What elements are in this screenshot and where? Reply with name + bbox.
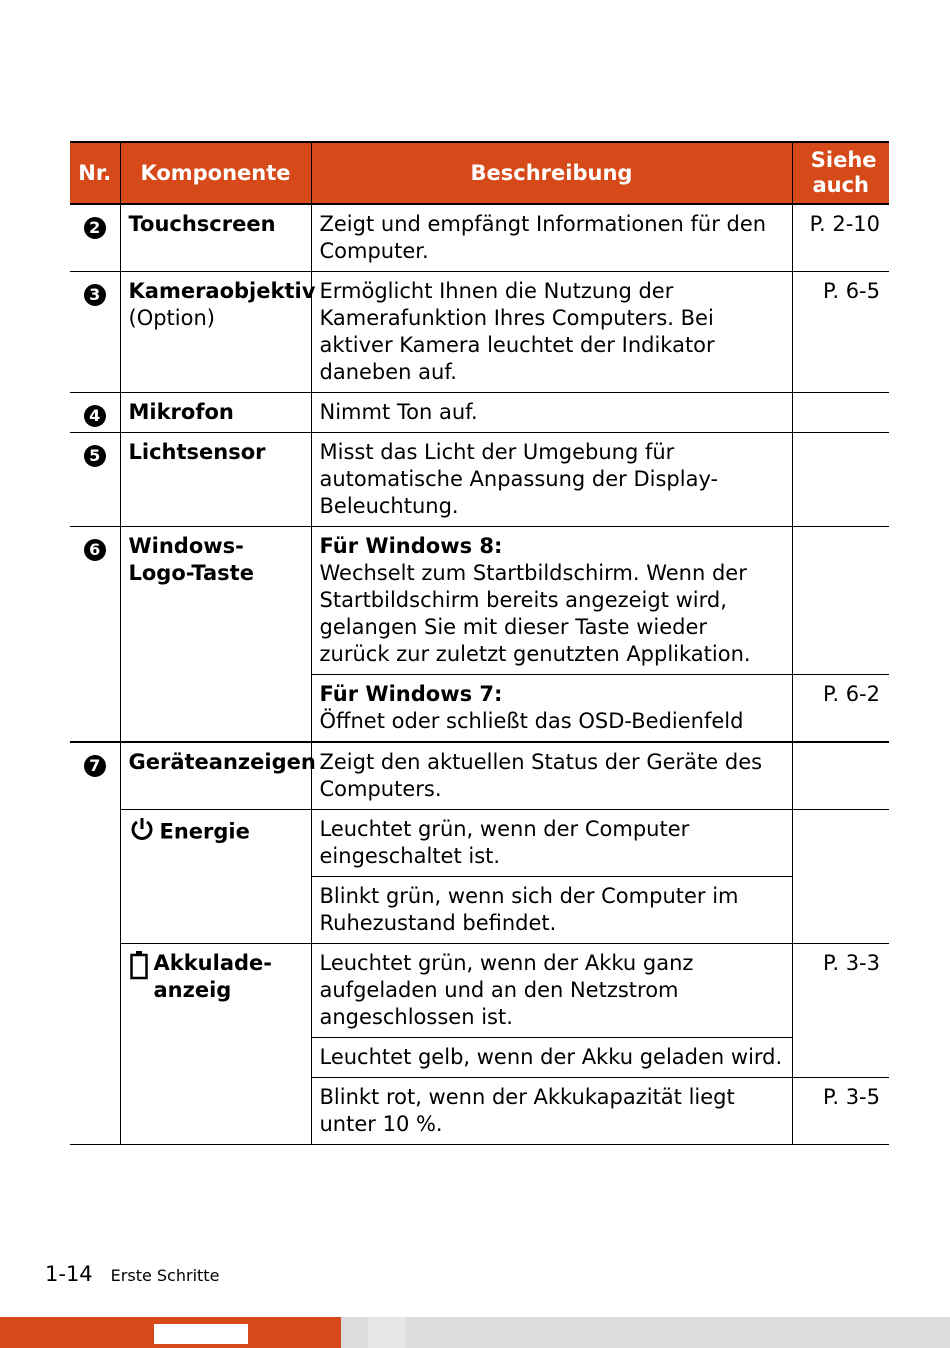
- number-badge: 5: [84, 445, 106, 467]
- subcomponent-akku: [120, 944, 311, 1145]
- row-number-cell: [70, 742, 120, 1145]
- row-number-cell: [70, 433, 120, 527]
- description-title: Für Windows 7:: [319, 682, 503, 706]
- component-description: Blinkt grün, wenn sich der Computer im Ruhezustand befindet.: [311, 877, 792, 944]
- table-row: [70, 272, 889, 393]
- component-name: Touchscreen: [120, 204, 311, 272]
- component-description: Misst das Licht der Umgebung für automatische Anpassung der Display-Beleuchtung.: [311, 433, 792, 527]
- component-name: Windows-Logo-Taste: [120, 527, 311, 743]
- page-footer: [45, 1262, 219, 1286]
- page-reference: P. 3-3: [792, 944, 889, 1078]
- page-reference: [792, 433, 889, 527]
- component-description: [311, 527, 792, 675]
- header-beschreibung: Beschreibung: [311, 142, 792, 204]
- row-number-cell: [70, 393, 120, 433]
- number-badge: 4: [84, 405, 106, 427]
- subcomponent-energie: [120, 810, 311, 944]
- component-description: Leuchtet gelb, wenn der Akku geladen wird.: [311, 1038, 792, 1078]
- description-text: Öffnet oder schließt das OSD-Bedienfeld: [319, 709, 744, 733]
- page-reference: P. 3-5: [792, 1078, 889, 1145]
- component-description: [311, 675, 792, 743]
- component-cell: [120, 272, 316, 393]
- header-nr: Nr.: [70, 142, 120, 204]
- component-description: Blinkt rot, wenn der Akkukapazität liegt unter 10 %.: [311, 1078, 792, 1145]
- component-description: Zeigt den aktuellen Status der Geräte des Computers.: [311, 742, 792, 810]
- table-row: [70, 810, 889, 877]
- footer-bar-gray-segment: [368, 1317, 406, 1348]
- header-siehe-text: Siehe auch: [810, 148, 877, 197]
- component-name: Geräteanzeigen: [120, 742, 311, 810]
- component-name: Kameraobjektiv: [128, 279, 316, 303]
- component-note: (Option): [128, 306, 215, 330]
- component-description: Nimmt Ton auf.: [311, 393, 792, 433]
- page-reference: [792, 810, 889, 944]
- table-row: [70, 204, 889, 272]
- footer-bar-gray: [341, 1317, 950, 1348]
- footer-bar-highlight: [154, 1324, 248, 1344]
- header-siehe-auch: [792, 142, 889, 204]
- table-row: [70, 393, 889, 433]
- page-reference: P. 6-2: [792, 675, 889, 743]
- row-number-cell: [70, 527, 120, 743]
- component-table: [70, 141, 889, 1145]
- battery-icon: [129, 950, 149, 987]
- table-row: [70, 527, 889, 675]
- page-reference: P. 6-5: [792, 272, 889, 393]
- component-description: Ermöglicht Ihnen die Nutzung der Kamerafunktion Ihres Computers. Bei aktiver Kamera leuchtet der Indikator daneben auf.: [311, 272, 792, 393]
- page-number: 1-14: [45, 1262, 93, 1286]
- component-description: Leuchtet grün, wenn der Computer eingeschaltet ist.: [311, 810, 792, 877]
- subcomponent-label: Energie: [159, 819, 250, 844]
- description-title: Für Windows 8:: [319, 534, 503, 558]
- component-description: Zeigt und empfängt Informationen für den Computer.: [311, 204, 792, 272]
- section-title: Erste Schritte: [110, 1266, 220, 1285]
- page-reference: P. 2-10: [792, 204, 889, 272]
- page-reference: [792, 393, 889, 433]
- table-row: [70, 944, 889, 1038]
- component-name: Lichtsensor: [120, 433, 311, 527]
- number-badge: 2: [84, 217, 106, 239]
- page-reference: [792, 527, 889, 675]
- row-number-cell: [70, 204, 120, 272]
- description-text: Wechselt zum Startbildschirm. Wenn der Startbildschirm bereits angezeigt wird, gelangen Sie mit dieser Taste wieder zurück zur zuletzt genutzten Applikation.: [319, 561, 751, 666]
- table-row: [70, 433, 889, 527]
- number-badge: 3: [84, 284, 106, 306]
- number-badge: 6: [84, 539, 106, 561]
- power-icon: [129, 816, 155, 849]
- subcomponent-label: Akkulade-anzeig: [153, 951, 272, 1002]
- header-komponente: Komponente: [120, 142, 311, 204]
- component-name: Mikrofon: [120, 393, 311, 433]
- component-description: Leuchtet grün, wenn der Akku ganz aufgeladen und an den Netzstrom angeschlossen ist.: [311, 944, 792, 1038]
- row-number-cell: [70, 272, 120, 393]
- table-row: [70, 742, 889, 810]
- number-badge: 7: [84, 755, 106, 777]
- page-reference: [792, 742, 889, 810]
- table-header-row: [70, 142, 889, 204]
